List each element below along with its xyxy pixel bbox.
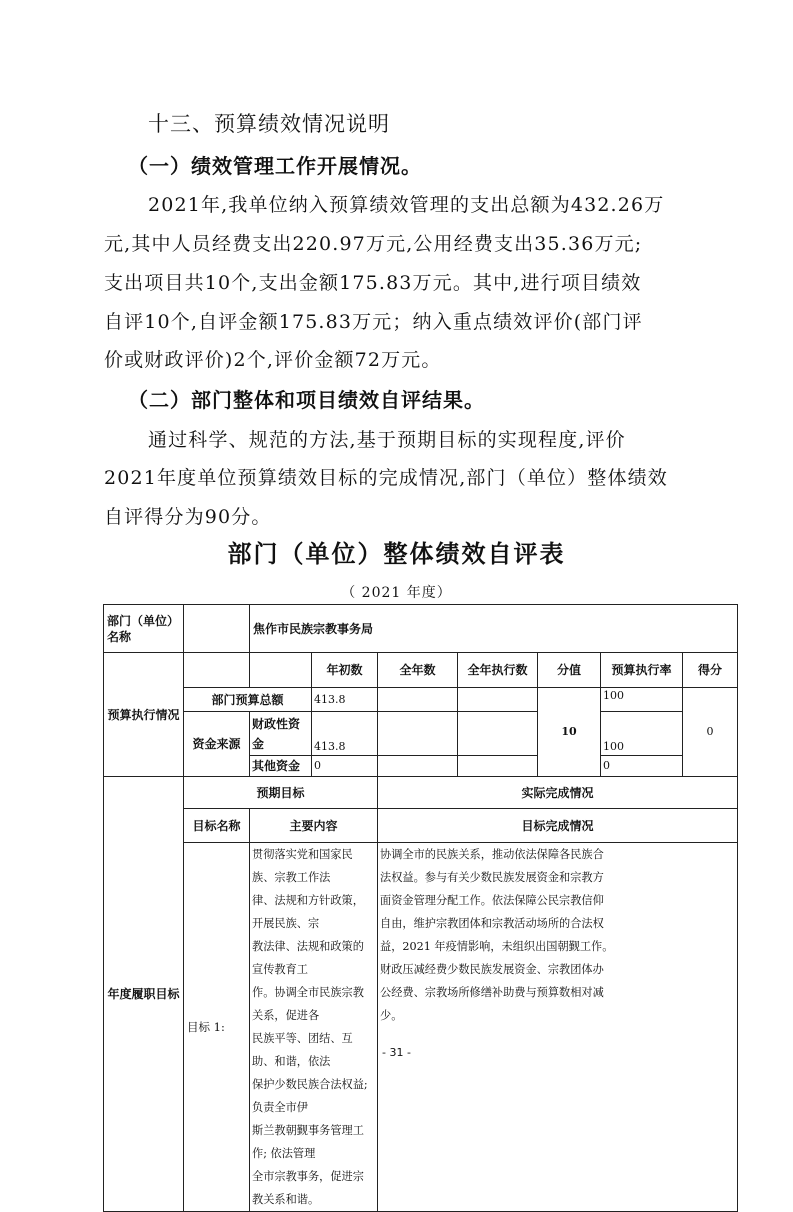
paragraph-1-line-1: 2021年,我单位纳入预算绩效管理的支出总额为432.26万 bbox=[148, 194, 665, 216]
subheading-1: （一）绩效管理工作开展情况。 bbox=[128, 154, 422, 178]
dept-name-value: 焦作市民族宗教事务局 bbox=[250, 605, 738, 653]
paragraph-1-line-4: 自评10个,自评金额175.83万元；纳入重点绩效评价(部门评 bbox=[104, 311, 643, 333]
goal-section-label: 年度履职目标 bbox=[104, 777, 184, 1212]
header-full-year: 全年数 bbox=[378, 653, 458, 688]
fund-source-label: 资金来源 bbox=[184, 712, 250, 777]
other-fund-label: 其他资金 bbox=[250, 756, 312, 777]
goal-1-content-line: 作。协调全市民族宗教关系，促进各 bbox=[252, 986, 364, 1022]
table-row bbox=[104, 605, 738, 653]
goal-1-content-line: 贯彻落实党和国家民族、宗教工作法 bbox=[252, 848, 353, 884]
goal-1-result-line: 益，2021 年疫情影响，未组织出国朝觐工作。 bbox=[380, 940, 614, 953]
paragraph-2-line-3: 自评得分为90分。 bbox=[104, 506, 272, 528]
goal-1-result-line: 少。 bbox=[380, 1009, 403, 1022]
table-title: 部门（单位）整体绩效自评表 bbox=[227, 540, 566, 568]
total-exec-rate: 100 bbox=[601, 688, 683, 712]
paragraph-1-line-2: 元,其中人员经费支出220.97万元,公用经费支出35.36万元; bbox=[104, 233, 643, 255]
performance-table bbox=[103, 604, 738, 1212]
score-weight-value: 10 bbox=[538, 688, 601, 777]
fiscal-fund-label: 财政性资金 bbox=[250, 712, 312, 756]
main-content-header: 主要内容 bbox=[250, 809, 378, 843]
expected-goal-label: 预期目标 bbox=[184, 777, 378, 809]
goal-1-content-line: 全市宗教事务，促进宗教关系和谐。 bbox=[252, 1170, 364, 1206]
other-fund-start: 0 bbox=[312, 756, 378, 777]
other-exec-rate: 0 bbox=[601, 756, 683, 777]
table-subtitle: （ 2021 年度） bbox=[341, 585, 452, 601]
header-executed: 全年执行数 bbox=[458, 653, 538, 688]
goal-1-result-line: 面资金管理分配工作。依法保障公民宗教信仰 bbox=[380, 894, 604, 907]
page-number: - 31 - bbox=[382, 1046, 411, 1059]
goal-1-content-line: 保护少数民族合法权益; 负责全市伊 bbox=[252, 1078, 368, 1114]
table-row bbox=[104, 809, 738, 843]
paragraph-2-line-1: 通过科学、规范的方法,基于预期目标的实现程度,评价 bbox=[148, 429, 626, 451]
paragraph-1-line-3: 支出项目共10个,支出金额175.83万元。其中,进行项目绩效 bbox=[104, 272, 642, 294]
paragraph-1-line-5: 价或财政评价)2个,评价金额72万元。 bbox=[104, 349, 442, 371]
table-row bbox=[104, 712, 738, 756]
section-heading: 十三、预算绩效情况说明 bbox=[148, 112, 390, 136]
goal-1-content-line: 教法律、法规和政策的宣传教育工 bbox=[252, 940, 364, 976]
header-score: 得分 bbox=[683, 653, 738, 688]
fiscal-exec-rate: 100 bbox=[601, 712, 683, 756]
fiscal-fund-start: 413.8 bbox=[312, 712, 378, 756]
paragraph-2-line-2: 2021年度单位预算绩效目标的完成情况,部门（单位）整体绩效 bbox=[104, 467, 668, 489]
goal-1-result-line: 自由，维护宗教团体和宗教活动场所的合法权 bbox=[380, 917, 604, 930]
goal-1-result-line: 财政压减经费少数民族发展资金、宗教团体办 bbox=[380, 963, 604, 976]
actual-completion-label: 实际完成情况 bbox=[378, 777, 738, 809]
goal-1-content-line: 斯兰教朝觐事务管理工作; 依法管理 bbox=[252, 1124, 364, 1160]
goal-1-result-line: 公经费、宗教场所修缮补助费与预算数相对减 bbox=[380, 986, 604, 999]
goal-1-content bbox=[250, 843, 378, 1212]
table-row bbox=[104, 688, 738, 712]
goal-1-content-line: 律、法规和方针政策，开展民族、宗 bbox=[252, 894, 364, 930]
total-budget-start: 413.8 bbox=[312, 688, 378, 712]
header-score-weight: 分值 bbox=[538, 653, 601, 688]
goal-1-content-line: 民族平等、团结、互助、和谐，依法 bbox=[252, 1032, 353, 1068]
table-row bbox=[104, 777, 738, 809]
goal-1-name: 目标 1: bbox=[184, 843, 250, 1212]
table-row bbox=[104, 653, 738, 688]
subheading-2: （二）部门整体和项目绩效自评结果。 bbox=[128, 388, 485, 412]
header-exec-rate: 预算执行率 bbox=[601, 653, 683, 688]
goal-1-result-line: 协调全市的民族关系，推动依法保障各民族合 bbox=[380, 848, 604, 861]
total-budget-label: 部门预算总额 bbox=[184, 688, 312, 712]
table-row bbox=[104, 843, 738, 1212]
goal-completion-header: 目标完成情况 bbox=[378, 809, 738, 843]
goal-1-result bbox=[378, 843, 738, 1212]
dept-name-label: 部门（单位）名称 bbox=[104, 605, 184, 653]
score-value: 0 bbox=[683, 688, 738, 777]
goal-name-header: 目标名称 bbox=[184, 809, 250, 843]
header-year-start: 年初数 bbox=[312, 653, 378, 688]
goal-1-result-line: 法权益。参与有关少数民族发展资金和宗教方 bbox=[380, 871, 604, 884]
budget-section-label: 预算执行情况 bbox=[104, 653, 184, 777]
